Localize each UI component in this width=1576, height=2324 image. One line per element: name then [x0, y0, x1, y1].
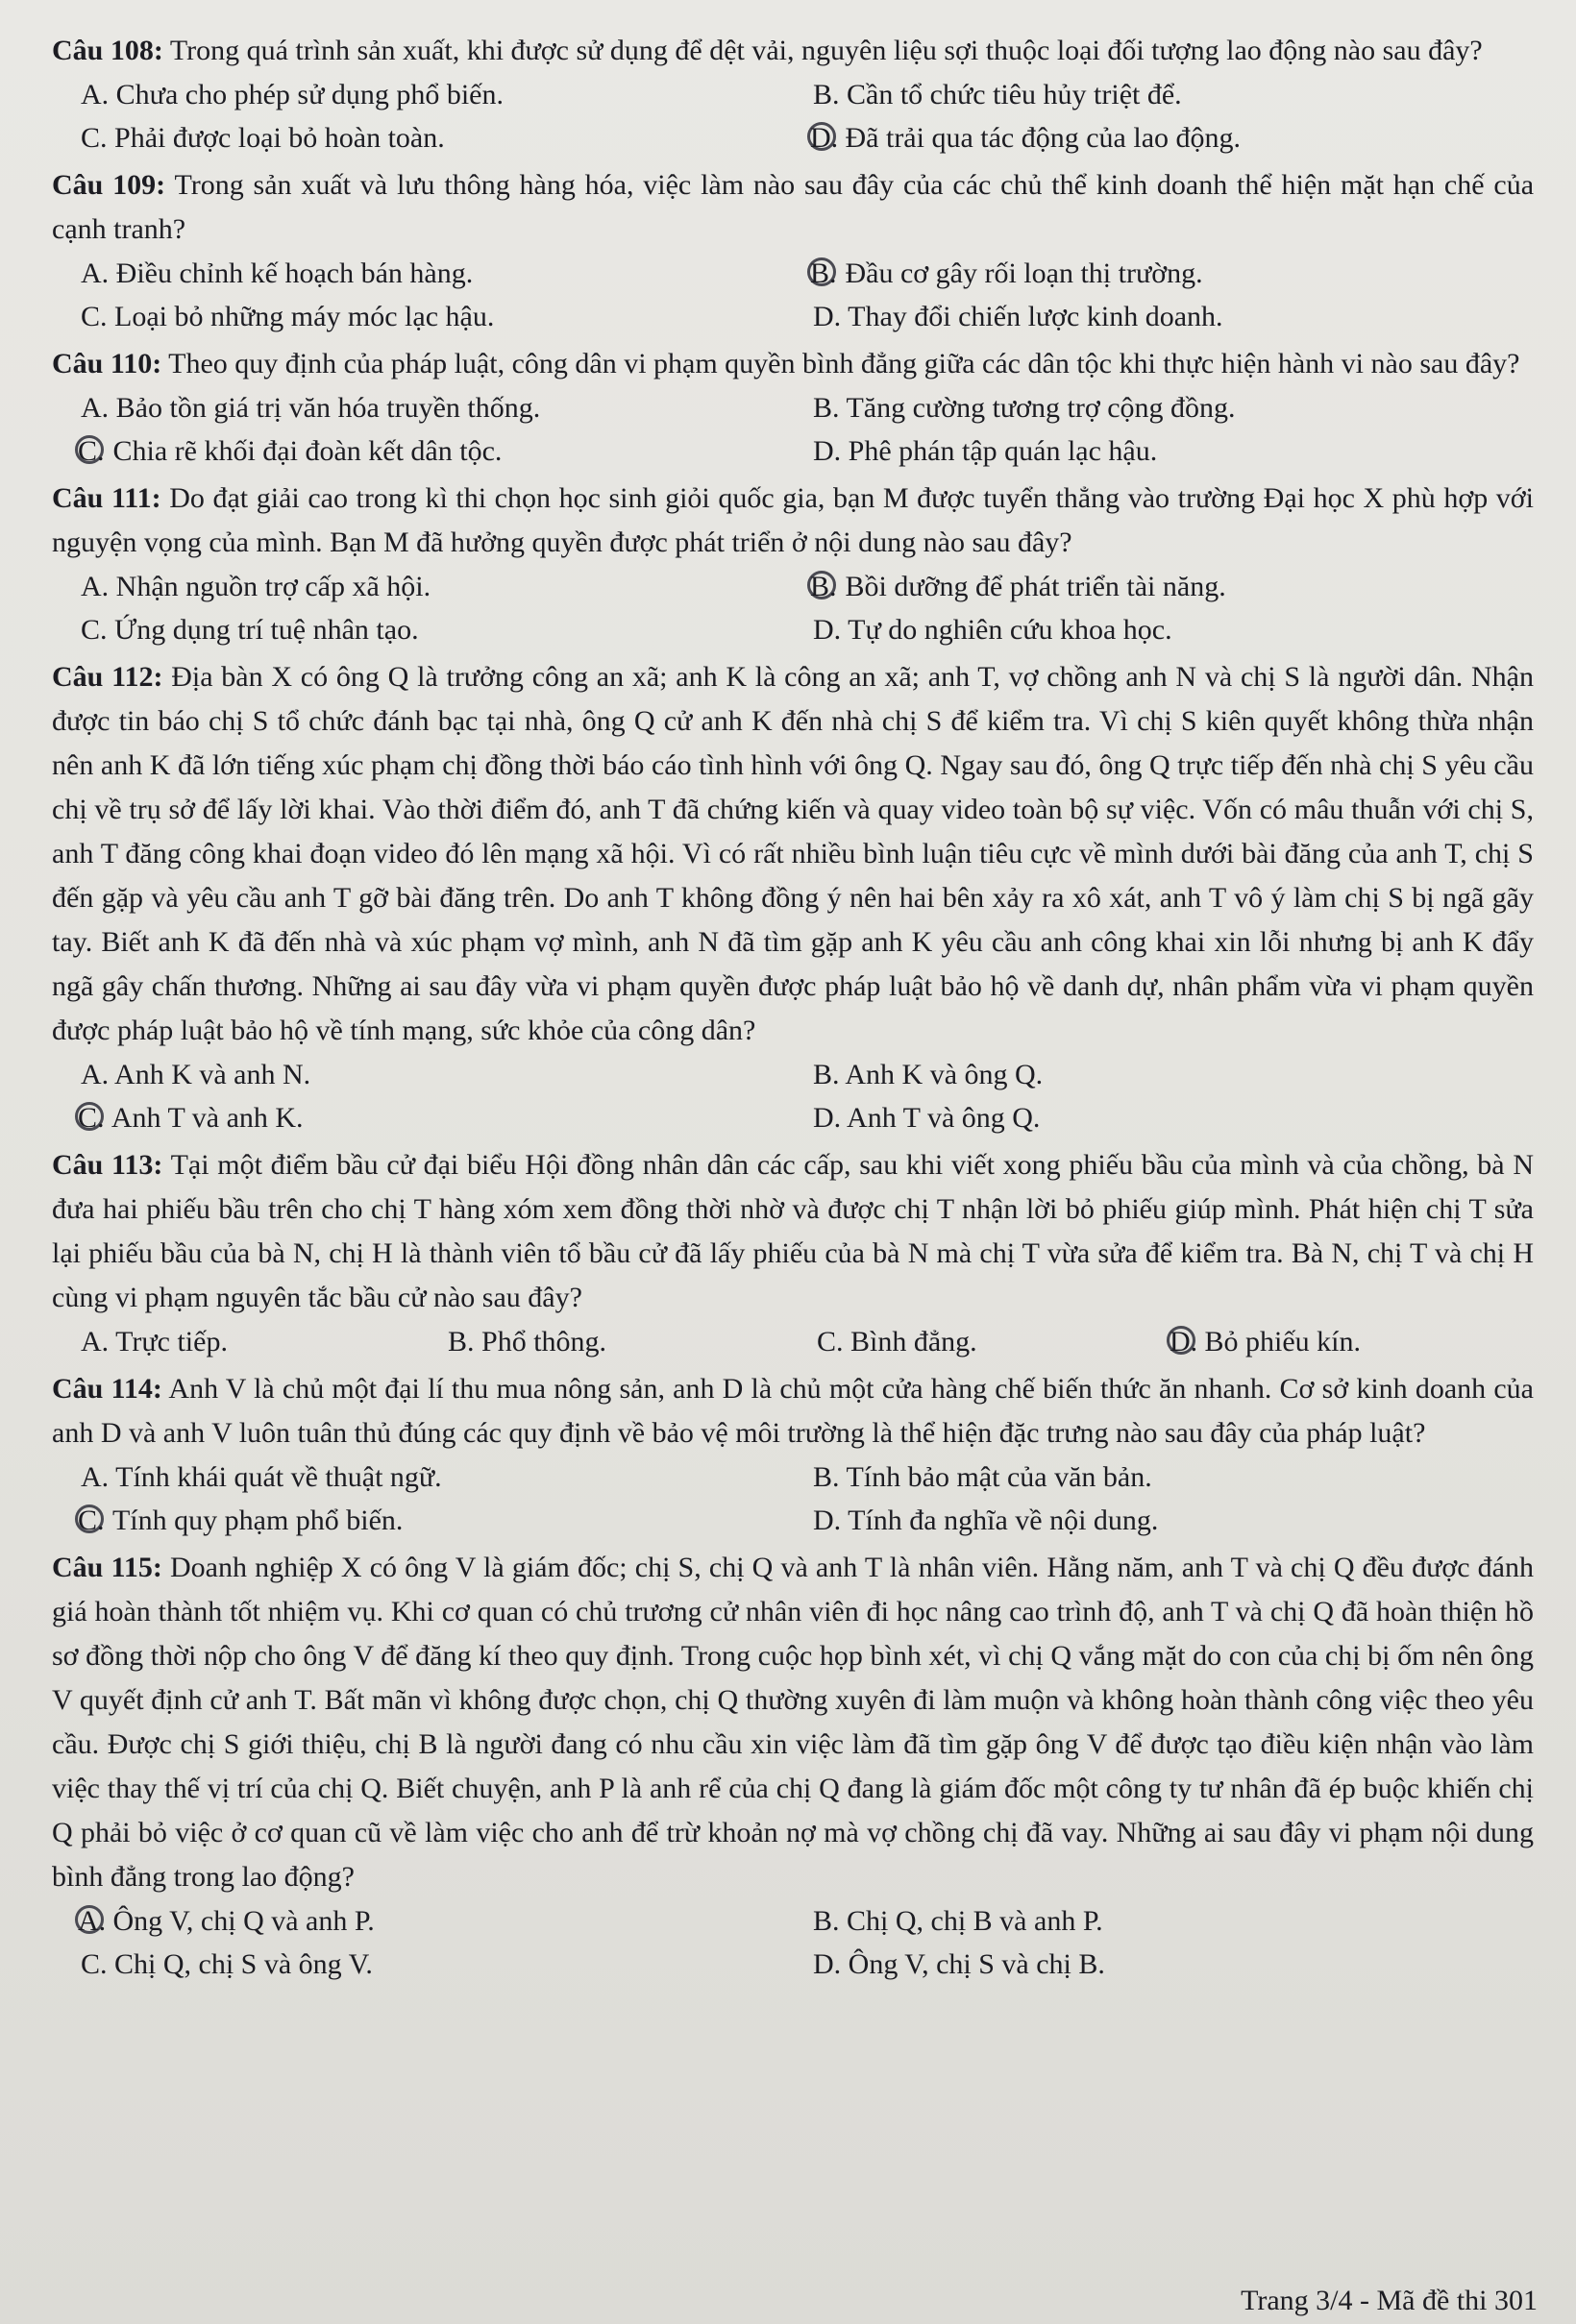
answer-letter-circled: C.	[75, 435, 104, 464]
answer-text: Ông V, chị Q và anh P.	[112, 1905, 375, 1937]
answer-letter: B.	[813, 1059, 840, 1090]
answer-letter: A.	[81, 392, 110, 424]
question-list	[52, 29, 1534, 1986]
answer-text: Phải được loại bỏ hoàn toàn.	[114, 122, 445, 154]
answer-option	[810, 252, 1534, 295]
answer-text: Anh K và anh N.	[114, 1059, 311, 1090]
question-block	[52, 1143, 1534, 1363]
answer-letter: B.	[813, 392, 840, 424]
answer-letter: A.	[81, 1461, 110, 1493]
answer-letter: C.	[81, 301, 108, 332]
answer-letter: D.	[813, 1948, 842, 1980]
question-text: Anh V là chủ một đại lí thu mua nông sản, anh D là chủ một cửa hàng chế biến thức ăn nhanh. Cơ sở kinh doanh của anh D và anh V luôn tuân thủ đúng các quy định về bảo vệ môi trường là thể hiện đặc trưng nào sau đây của pháp luật?	[52, 1373, 1534, 1449]
answer-text: Nhận nguồn trợ cấp xã hội.	[115, 571, 431, 602]
answer-option	[813, 1943, 1534, 1986]
answer-letter: A.	[81, 79, 110, 110]
answer-text: Tính khái quát về thuật ngữ.	[115, 1461, 442, 1493]
question-number: Câu 110:	[52, 348, 162, 379]
answer-letter: D.	[813, 435, 842, 467]
answer-options	[52, 1456, 1534, 1542]
answer-text: Chưa cho phép sử dụng phổ biến.	[115, 79, 504, 110]
question-text: Theo quy định của pháp luật, công dân vi phạm quyền bình đẳng giữa các dân tộc khi thực hiện hành vi nào sau đây?	[168, 348, 1520, 379]
answer-option	[813, 1499, 1534, 1542]
answer-option	[81, 116, 813, 159]
question-text: Trong quá trình sản xuất, khi được sử dụng để dệt vải, nguyên liệu sợi thuộc loại đối tượng lao động nào sau đây?	[169, 35, 1483, 66]
question-number: Câu 113:	[52, 1149, 163, 1181]
question-stem	[52, 163, 1534, 252]
answer-text: Tăng cường tương trợ cộng đồng.	[846, 392, 1236, 424]
answer-text: Trực tiếp.	[115, 1326, 228, 1358]
answer-option	[810, 116, 1534, 159]
answer-letter-circled: D.	[1167, 1326, 1195, 1355]
answer-text: Ứng dụng trí tuệ nhân tạo.	[114, 614, 419, 646]
answer-letter: C.	[81, 614, 108, 646]
answer-letter: D.	[813, 1102, 842, 1134]
answer-option	[448, 1320, 817, 1363]
answer-options	[52, 1053, 1534, 1139]
answer-text: Chị Q, chị S và ông V.	[114, 1948, 373, 1980]
page-footer: Trang 3/4 - Mã đề thi 301	[1241, 2285, 1538, 2316]
answer-letter-circled: A.	[75, 1905, 104, 1934]
answer-text: Tính đa nghĩa về nội dung.	[848, 1504, 1159, 1536]
answer-option	[81, 252, 813, 295]
answer-options	[52, 1899, 1534, 1986]
answer-text: Anh T và anh K.	[111, 1102, 304, 1134]
answer-option	[81, 1456, 813, 1499]
answer-text: Ông V, chị S và chị B.	[848, 1948, 1105, 1980]
question-number: Câu 114:	[52, 1373, 162, 1405]
question-stem	[52, 655, 1534, 1053]
question-block	[52, 163, 1534, 338]
answer-option	[813, 73, 1534, 116]
answer-letter: B.	[813, 79, 840, 110]
question-text: Địa bàn X có ông Q là trưởng công an xã; anh K là công an xã; anh T, vợ chồng anh N và chị S là người dân. Nhận được tin báo chị S tổ chức đánh bạc tại nhà, ông Q cử anh K đến nhà chị S để kiểm tra. Vì chị S kiên quyết không thừa nhận nên anh K đã lớn tiếng xúc phạm chị đồng thời báo cáo tình hình với ông Q. Ngay sau đó, ông Q trực tiếp đến nhà chị S yêu cầu chị về trụ sở để lấy lời khai. Vào thời điểm đó, anh T đã chứng kiến và quay video toàn bộ sự việc. Vốn có mâu thuẫn với chị S, anh T đăng công khai đoạn video đó lên mạng xã hội. Vì có rất nhiều bình luận tiêu cực về mình dưới bài đăng của anh T, chị S đến gặp và yêu cầu anh T gỡ bài đăng trên. Do anh T không đồng ý nên hai bên xảy ra xô xát, anh T vô ý làm chị S bị ngã gãy tay. Biết anh K đã đến nhà và xúc phạm vợ mình, anh N đã tìm gặp anh K yêu cầu anh công khai xin lỗi nhưng bị anh K đẩy ngã gây chấn thương. Những ai sau đây vừa vi phạm quyền được pháp luật bảo hộ về danh dự, nhân phẩm vừa vi phạm quyền được pháp luật bảo hộ về tính mạng, sức khỏe của công dân?	[52, 661, 1534, 1046]
answer-text: Phê phán tập quán lạc hậu.	[848, 435, 1158, 467]
answer-letter-circled: B.	[807, 571, 836, 599]
answer-option	[813, 1053, 1534, 1096]
question-stem	[52, 477, 1534, 565]
answer-option	[81, 1053, 813, 1096]
answer-options	[52, 252, 1534, 338]
answer-text: Đầu cơ gây rối loạn thị trường.	[845, 257, 1203, 289]
question-block	[52, 342, 1534, 473]
answer-letter: A.	[81, 571, 110, 602]
answer-letter-circled: C.	[75, 1504, 104, 1533]
answer-letter: C.	[817, 1326, 844, 1358]
answer-letter-circled: B.	[807, 257, 836, 286]
question-text: Trong sản xuất và lưu thông hàng hóa, việc làm nào sau đây của các chủ thể kinh doanh thể hiện mặt hạn chế của cạnh tranh?	[52, 169, 1535, 245]
answer-option	[813, 295, 1534, 338]
answer-option	[813, 608, 1534, 651]
answer-option	[813, 1456, 1534, 1499]
answer-text: Tính bảo mật của văn bản.	[846, 1461, 1152, 1493]
answer-option	[78, 1899, 813, 1943]
answer-option	[81, 565, 813, 608]
answer-option	[813, 429, 1534, 473]
answer-letter: D.	[813, 301, 842, 332]
answer-letter: B.	[813, 1461, 840, 1493]
answer-text: Bỏ phiếu kín.	[1204, 1326, 1361, 1358]
answer-text: Anh T và ông Q.	[847, 1102, 1041, 1134]
answer-text: Đã trải qua tác động của lao động.	[845, 122, 1242, 154]
answer-option	[817, 1320, 1172, 1363]
answer-letter-circled: D.	[807, 122, 836, 151]
answer-letter: A.	[81, 257, 110, 289]
question-number: Câu 111:	[52, 482, 161, 514]
answer-letter: D.	[813, 1504, 842, 1536]
answer-text: Cần tổ chức tiêu hủy triệt để.	[847, 79, 1182, 110]
answer-text: Bồi dưỡng để phát triển tài năng.	[845, 571, 1226, 602]
answer-option	[813, 1899, 1534, 1943]
answer-option	[78, 1499, 813, 1542]
question-block	[52, 1367, 1534, 1542]
answer-text: Tính quy phạm phổ biến.	[111, 1504, 404, 1536]
question-number: Câu 109:	[52, 169, 166, 201]
answer-option	[81, 1943, 813, 1986]
answer-text: Chị Q, chị B và anh P.	[847, 1905, 1103, 1937]
question-block	[52, 477, 1534, 651]
answer-options	[52, 1320, 1534, 1363]
answer-text: Loại bỏ những máy móc lạc hậu.	[114, 301, 495, 332]
answer-option	[78, 1096, 813, 1139]
answer-option	[1172, 1320, 1534, 1363]
answer-letter: A.	[81, 1326, 110, 1358]
question-block	[52, 29, 1534, 159]
answer-letter: D.	[813, 614, 842, 646]
question-number: Câu 108:	[52, 35, 163, 66]
answer-text: Thay đổi chiến lược kinh doanh.	[848, 301, 1223, 332]
answer-letter: B.	[813, 1905, 840, 1937]
answer-letter: A.	[81, 1059, 110, 1090]
question-block	[52, 1546, 1534, 1986]
answer-text: Chia rẽ khối đại đoàn kết dân tộc.	[112, 435, 503, 467]
question-text: Doanh nghiệp X có ông V là giám đốc; chị S, chị Q và anh T là nhân viên. Hằng năm, anh T và chị Q đều được đánh giá hoàn thành tốt nhiệm vụ. Khi cơ quan có chủ trương cử nhân viên đi học nâng cao trình độ, anh T và chị Q đã hoàn thiện hồ sơ đồng thời nộp cho ông V để đăng kí theo quy định. Trong cuộc họp bình xét, vì chị Q vắng mặt do con của chị bị ốm nên ông V quyết định cử anh T. Bất mãn vì không được chọn, chị Q thường xuyên đi làm muộn và không hoàn thành công việc theo yêu cầu. Được chị S giới thiệu, chị B là người đang có nhu cầu xin việc làm đã tìm gặp ông V để được tạo điều kiện nhận vào làm việc thay thế vị trí của chị Q. Biết chuyện, anh P là anh rể của chị Q đang là giám đốc một công ty tư nhân đã ép buộc khiến chị Q phải bỏ việc ở cơ quan cũ về làm việc cho anh để trừ khoản nợ mà vợ chồng chị đã vay. Những ai sau đây vi phạm nội dung bình đẳng trong lao động?	[52, 1552, 1535, 1893]
question-stem	[52, 342, 1534, 386]
answer-option	[813, 1096, 1534, 1139]
answer-text: Điều chỉnh kế hoạch bán hàng.	[115, 257, 474, 289]
question-text: Do đạt giải cao trong kì thi chọn học sinh giỏi quốc gia, bạn M được tuyển thẳng vào trường Đại học X phù hợp với nguyện vọng của mình. Bạn M đã hưởng quyền được phát triển ở nội dung nào sau đây?	[52, 482, 1534, 558]
answer-letter-circled: C.	[75, 1102, 104, 1131]
question-number: Câu 112:	[52, 661, 163, 693]
answer-text: Tự do nghiên cứu khoa học.	[848, 614, 1172, 646]
answer-text: Anh K và ông Q.	[845, 1059, 1044, 1090]
answer-option	[81, 73, 813, 116]
answer-text: Phổ thông.	[481, 1326, 607, 1358]
question-stem	[52, 1546, 1534, 1899]
question-number: Câu 115:	[52, 1552, 162, 1583]
answer-option	[810, 565, 1534, 608]
answer-option	[81, 386, 813, 429]
answer-options	[52, 73, 1534, 159]
question-stem	[52, 1367, 1534, 1456]
question-stem	[52, 29, 1534, 73]
answer-option	[813, 386, 1534, 429]
question-block	[52, 655, 1534, 1139]
answer-letter: C.	[81, 122, 108, 154]
question-stem	[52, 1143, 1534, 1320]
answer-option	[81, 295, 813, 338]
answer-options	[52, 565, 1534, 651]
answer-text: Bình đẳng.	[850, 1326, 977, 1358]
answer-options	[52, 386, 1534, 473]
question-text: Tại một điểm bầu cử đại biểu Hội đồng nhân dân các cấp, sau khi viết xong phiếu bầu của mình và của chồng, bà N đưa hai phiếu bầu trên cho chị T hàng xóm xem đồng thời nhờ và được chị T nhận lời bỏ phiếu giúp mình. Phát hiện chị T sửa lại phiếu bầu của bà N, chị H là thành viên tổ bầu cử đã lấy phiếu của bà N mà chị T vừa sửa để kiểm tra. Bà N, chị T và chị H cùng vi phạm nguyên tắc bầu cử nào sau đây?	[52, 1149, 1534, 1313]
answer-option	[81, 608, 813, 651]
answer-letter: B.	[448, 1326, 475, 1358]
answer-option	[78, 429, 813, 473]
answer-text: Bảo tồn giá trị văn hóa truyền thống.	[115, 392, 541, 424]
answer-option	[81, 1320, 448, 1363]
answer-letter: C.	[81, 1948, 108, 1980]
